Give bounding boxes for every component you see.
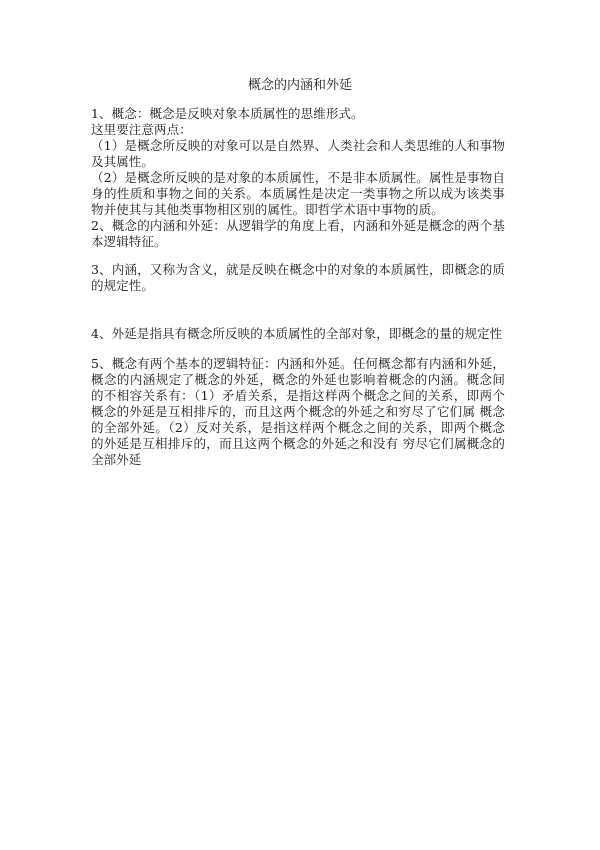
paragraph-5: 2、概念的内涵和外延：从逻辑学的角度上看，内涵和外延是概念的两个基本逻辑特征。 [91, 218, 505, 249]
paragraph-6: 3、内涵，又称为含义，就是反映在概念中的对象的本质属性，即概念的质的规定性。 [91, 262, 505, 293]
paragraph-4: （2）是概念所反映的是对象的本质属性，不是非本质属性。属性是事物自身的性质和事物之间的关系。本质属性是决定一类事物之所以成为该类事物并使其与其他类事物相区别的属性。即哲学术语中事物的质。 [91, 170, 505, 217]
paragraph-8: 5、概念有两个基本的逻辑特征：内涵和外延。任何概念都有内涵和外延，概念的内涵规定了概念的外延，概念的外延也影响着概念的内涵。概念间的不相容关系有：（1）矛盾关系，是指这样两个概念之间的关系，即两个概念的外延是互相排斥的，而且这两个概念的外延之和穷尽了它们属 概念的全部外延。（2）反对关系，是指这样两个概念之间的关系，即两个概念的外延是互相排斥的，而且这两个概念的外延之和没有 穷尽它们属概念的全部外延 [91, 356, 505, 467]
paragraph-1: 1、概念：概念是反映对象本质属性的思维形式。 [91, 106, 364, 121]
section-extension [91, 326, 505, 342]
document-title: 概念的内涵和外延 [247, 78, 352, 93]
paragraph-3: （1）是概念所反映的对象可以是自然界、人类社会和人类思维的人和事物及其属性。 [91, 138, 505, 169]
section-definition [91, 106, 505, 250]
paragraph-7: 4、外延是指具有概念所反映的本质属性的全部对象，即概念的量的规定性 [91, 326, 503, 341]
paragraph-2: 这里要注意两点： [91, 122, 192, 137]
section-relations [91, 356, 505, 468]
section-intension [91, 262, 505, 294]
